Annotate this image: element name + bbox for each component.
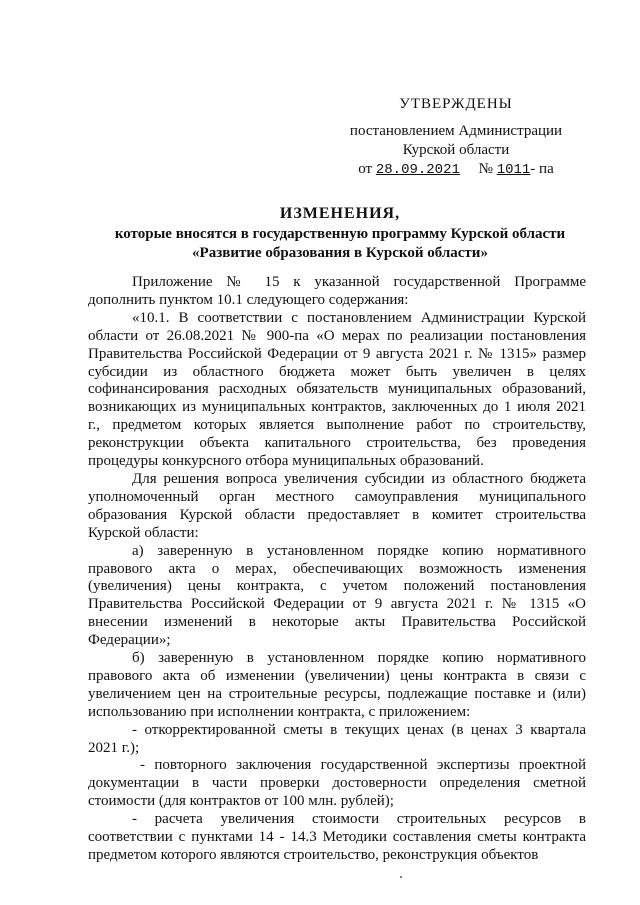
decree-suffix: - па (530, 161, 554, 177)
number-label: № (478, 161, 493, 177)
paragraph: - повторного заключения государственной экспертизы проектной документации в части проверки достоверности определения сметной стоимости (для контрактов от 100 млн. рублей); (88, 757, 586, 810)
approval-stamp (340, 95, 572, 180)
title-main: ИЗМЕНЕНИЯ, (279, 205, 401, 222)
approval-heading: УТВЕРЖДЕНЫ (399, 96, 513, 112)
decree-date-number (340, 160, 572, 180)
from-label: от (358, 161, 373, 177)
title-sub-2: «Развитие образования в Курской области» (192, 245, 488, 261)
paragraph: Приложение № 15 к указанной государственной Программе дополнить пунктом 10.1 следующего содержания: (88, 274, 586, 308)
document-body (88, 274, 586, 865)
document-title (60, 204, 620, 263)
approval-line-1: постановлением Администрации (349, 123, 563, 139)
approval-line-2: Курской области (402, 142, 510, 158)
scan-speck (400, 876, 402, 878)
title-sub-1: которые вносятся в государственную программу Курской области (114, 226, 566, 242)
decree-date: 28.09.2021 (375, 162, 460, 178)
paragraph: б) заверенную в установленном порядке копию нормативного правового акта об изменении (увеличении) цены контракта в связи с увеличением цен на строительные ресурсы, подлежащие поставке и (или) использованию при исполнении контракта, с приложением: (88, 650, 586, 720)
paragraph: - расчета увеличения стоимости строительных ресурсов в соответствии с пунктами 14 - 14.3 Методики составления сметы контракта предметом которого являются строительство, реконструкция объектов (88, 811, 586, 863)
decree-number: 1011 (496, 162, 531, 178)
paragraph: - откорректированной сметы в текущих ценах (в ценах 3 квартала 2021 г.); (88, 721, 586, 756)
paragraph: а) заверенную в установленном порядке копию нормативного правового акта о мерах, обеспечивающих возможность изменения (увеличения) цены контракта, с учетом положений постановления Правительства Российской Федерации от 9 августа 2021 г. № 1315 «О внесении изменений в некоторые акты Правительства Российской Федерации»; (88, 542, 586, 649)
paragraph: Для решения вопроса увеличения субсидии из областного бюджета уполномоченный орган местного самоуправления муниципального образования Курской области предоставляет в комитет строительства Курской области: (88, 470, 586, 541)
paragraph: «10.1. В соответствии с постановлением Администрации Курской области от 26.08.2021 № 900-па «О мерах по реализации постановления Правительства Российской Федерации от 9 августа 2021 г. № 1315» размер субсидии из областного бюджета может быть увеличен в целях софинансирования расходных обязательств муниципальных образований, возникающих из муниципальных контрактов, заключенных до 1 июля 2021 г., предметом которых является выполнение работ по строительству, реконструкции объекта капитального строительства, без проведения процедуры конкурсного отбора муниципальных образований. (88, 309, 586, 470)
